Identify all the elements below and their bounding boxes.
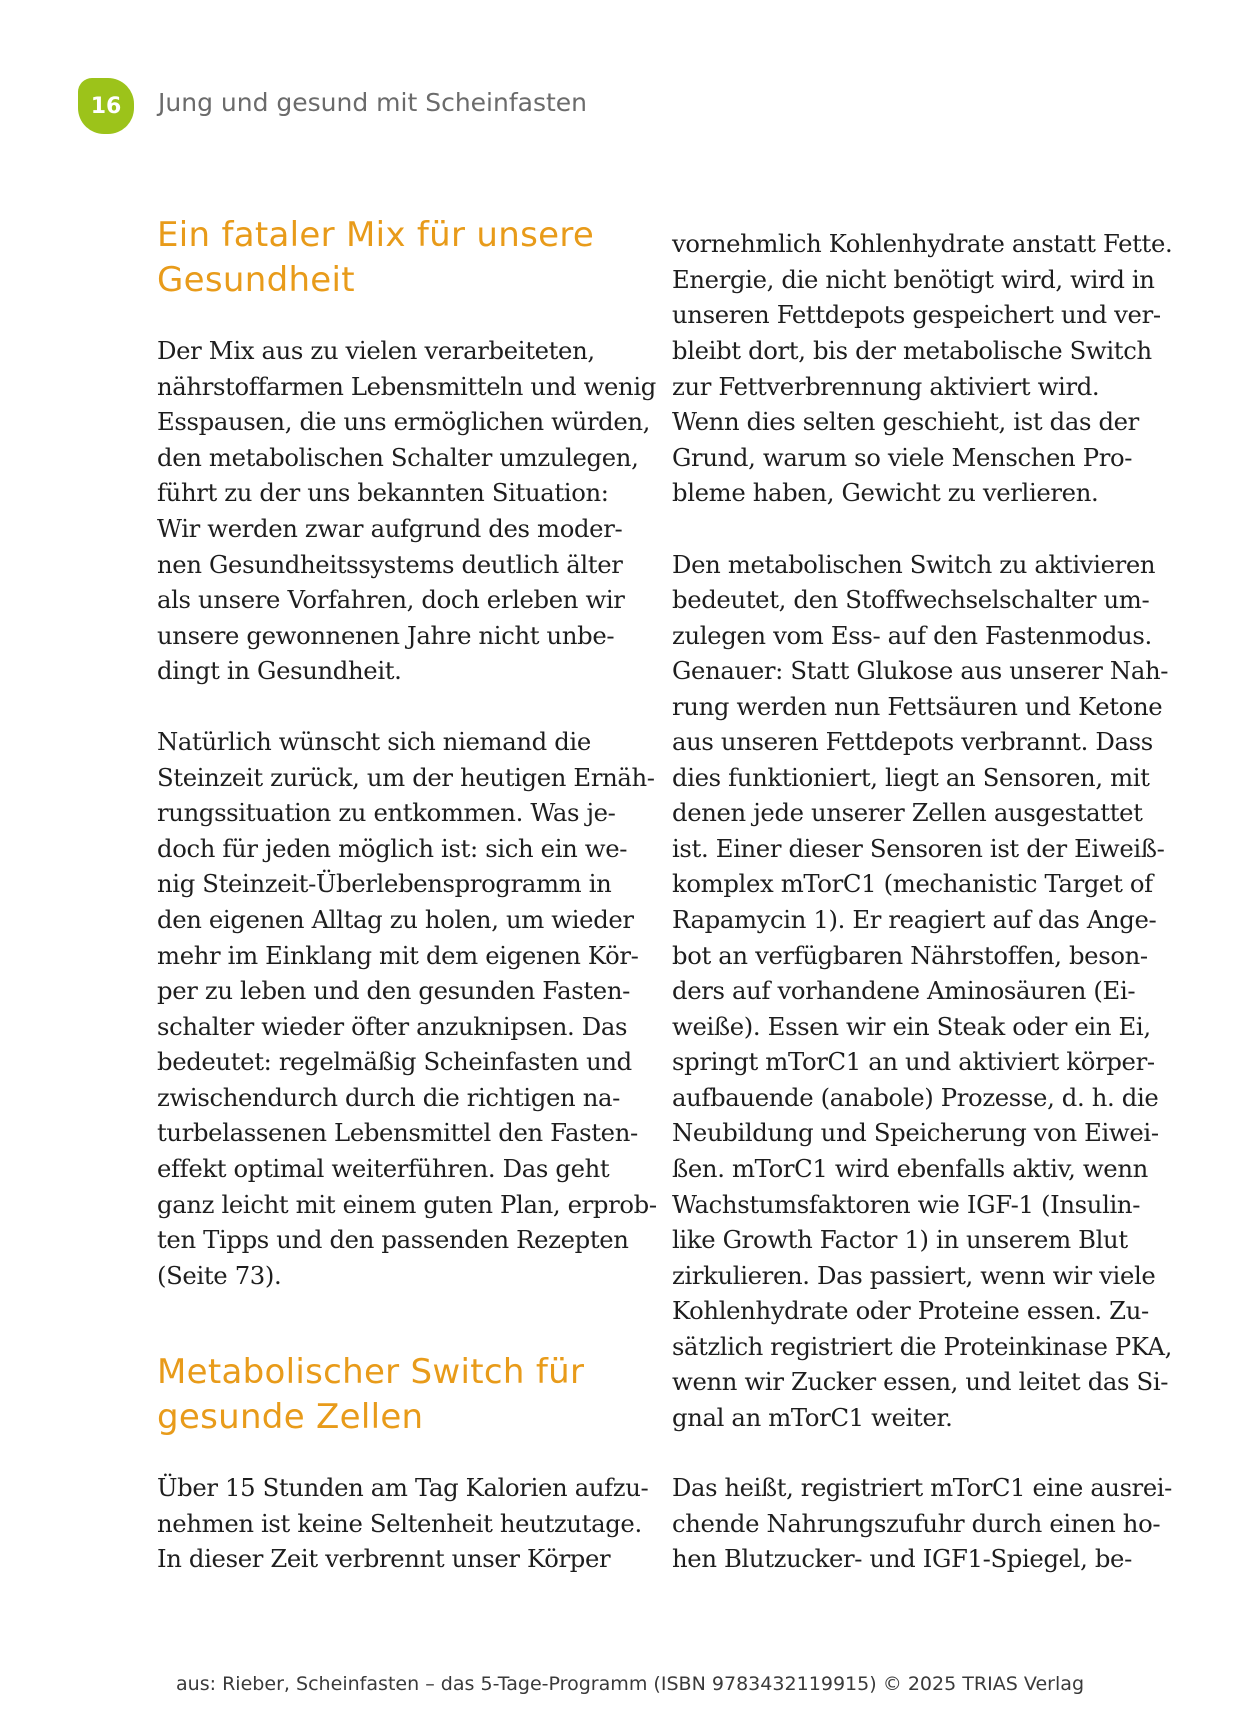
text-line: rung werden nun Fettsäuren und Ketone (672, 692, 1163, 721)
text-line: dingt in Gesundheit. (157, 656, 402, 685)
source-footer: aus: Rieber, Scheinfasten – das 5-Tage-Programm (ISBN 9783432119915) © 2025 TRIAS Verlag (175, 1673, 1085, 1695)
text-line: hen Blutzucker- und IGF1-Spiegel, be- (672, 1544, 1132, 1573)
text-line: doch für jeden möglich ist: sich ein we- (157, 834, 628, 863)
text-line: wenn wir Zucker essen, und leitet das Si- (672, 1367, 1169, 1396)
text-line: zur Fettverbrennung aktiviert wird. (672, 372, 1100, 401)
text-line: aus unseren Fettdepots verbrannt. Dass (672, 727, 1153, 756)
text-line: schalter wieder öfter anzuknipsen. Das (157, 1012, 628, 1041)
text-line: Wir werden zwar aufgrund des moder- (157, 514, 623, 543)
text-line: (Seite 73). (157, 1261, 282, 1290)
text-line: unseren Fettdepots gespeichert und ver- (672, 300, 1161, 329)
text-line: ist. Einer dieser Sensoren ist der Eiweiß- (672, 834, 1165, 863)
text-line: Wachstumsfaktoren wie IGF-1 (Insulin- (672, 1190, 1141, 1219)
text-line: ganz leicht mit einem guten Plan, erprob- (157, 1190, 657, 1219)
text-line: effekt optimal weiterführen. Das geht (157, 1154, 610, 1183)
text-line: zulegen vom Ess- auf den Fastenmodus. (672, 621, 1152, 650)
section-heading: Metabolischer Switch für (157, 1352, 585, 1392)
text-line: zirkulieren. Das passiert, wenn wir viele (672, 1261, 1156, 1290)
text-line: mehr im Einklang mit dem eigenen Kör- (157, 941, 639, 970)
text-line: ders auf vorhandene Aminosäuren (Ei- (672, 976, 1136, 1005)
text-line: chende Nahrungszufuhr durch einen ho- (672, 1509, 1161, 1538)
text-line: ßen. mTorC1 wird ebenfalls aktiv, wenn (672, 1154, 1148, 1183)
text-line: nen Gesundheitssystems deutlich älter (157, 550, 623, 579)
text-line: Energie, die nicht benötigt wird, wird in (672, 265, 1155, 294)
text-line: Esspausen, die uns ermöglichen würden, (157, 407, 651, 436)
text-line: bleme haben, Gewicht zu verlieren. (672, 478, 1099, 507)
text-line: zwischendurch durch die richtigen na- (157, 1083, 621, 1112)
text-line: vornehmlich Kohlenhydrate anstatt Fette. (672, 229, 1173, 258)
text-line: als unsere Vorfahren, doch erleben wir (157, 585, 625, 614)
text-line: turbelassenen Lebensmittel den Fasten- (157, 1118, 638, 1147)
running-title: Jung und gesund mit Scheinfasten (158, 88, 588, 117)
text-line: unsere gewonnenen Jahre nicht unbe- (157, 621, 615, 650)
text-line: like Growth Factor 1) in unserem Blut (672, 1225, 1128, 1254)
text-line: den eigenen Alltag zu holen, um wieder (157, 905, 634, 934)
text-line: bedeutet, den Stoffwechselschalter um- (672, 585, 1150, 614)
text-line: denen jede unserer Zellen ausgestattet (672, 798, 1143, 827)
text-line: Über 15 Stunden am Tag Kalorien aufzu- (157, 1473, 649, 1502)
text-line: Kohlenhydrate oder Proteine essen. Zu- (672, 1296, 1149, 1325)
text-line: Steinzeit zurück, um der heutigen Ernäh- (157, 763, 655, 792)
text-line: den metabolischen Schalter umzulegen, (157, 443, 639, 472)
section-heading: Ein fataler Mix für unsere (157, 215, 595, 255)
text-line: nährstoffarmen Lebensmitteln und wenig (157, 372, 656, 401)
text-line: Grund, warum so viele Menschen Pro- (672, 443, 1133, 472)
text-line: führt zu der uns bekannten Situation: (157, 478, 609, 507)
text-line: dies funktioniert, liegt an Sensoren, mit (672, 763, 1150, 792)
text-line: Natürlich wünscht sich niemand die (157, 727, 591, 756)
text-line: Den metabolischen Switch zu aktivieren (672, 550, 1156, 579)
text-line: nehmen ist keine Seltenheit heutzutage. (157, 1509, 642, 1538)
text-line: Wenn dies selten geschieht, ist das der (672, 407, 1139, 436)
section-heading: gesunde Zellen (157, 1397, 424, 1437)
text-line: bleibt dort, bis der metabolische Switch (672, 336, 1152, 365)
text-line: ten Tipps und den passenden Rezepten (157, 1225, 629, 1254)
text-line: per zu leben und den gesunden Fasten- (157, 976, 630, 1005)
text-line: nig Steinzeit-Überlebensprogramm in (157, 869, 612, 898)
text-line: rungssituation zu entkommen. Was je- (157, 798, 616, 827)
text-line: springt mTorC1 an und aktiviert körper- (672, 1047, 1155, 1076)
text-line: Genauer: Statt Glukose aus unserer Nah- (672, 656, 1169, 685)
section-heading: Gesundheit (157, 260, 355, 300)
text-line: Das heißt, registriert mTorC1 eine ausrei- (672, 1473, 1172, 1502)
text-line: bot an verfügbaren Nährstoffen, beson- (672, 941, 1148, 970)
text-line: sätzlich registriert die Proteinkinase PKA, (672, 1332, 1172, 1361)
text-line: Rapamycin 1). Er reagiert auf das Ange- (672, 905, 1157, 934)
text-line: komplex mTorC1 (mechanistic Target of (672, 869, 1153, 898)
text-line: bedeutet: regelmäßig Scheinfasten und (157, 1047, 632, 1076)
text-line: In dieser Zeit verbrennt unser Körper (157, 1544, 611, 1573)
text-line: aufbauende (anabole) Prozesse, d. h. die (672, 1083, 1159, 1112)
text-line: Neubildung und Speicherung von Eiwei- (672, 1118, 1159, 1147)
text-line: weiße). Essen wir ein Steak oder ein Ei, (672, 1012, 1151, 1041)
text-line: Der Mix aus zu vielen verarbeiteten, (157, 336, 595, 365)
page-number-badge: 16 (78, 78, 134, 134)
text-line: gnal an mTorC1 weiter. (672, 1403, 953, 1432)
